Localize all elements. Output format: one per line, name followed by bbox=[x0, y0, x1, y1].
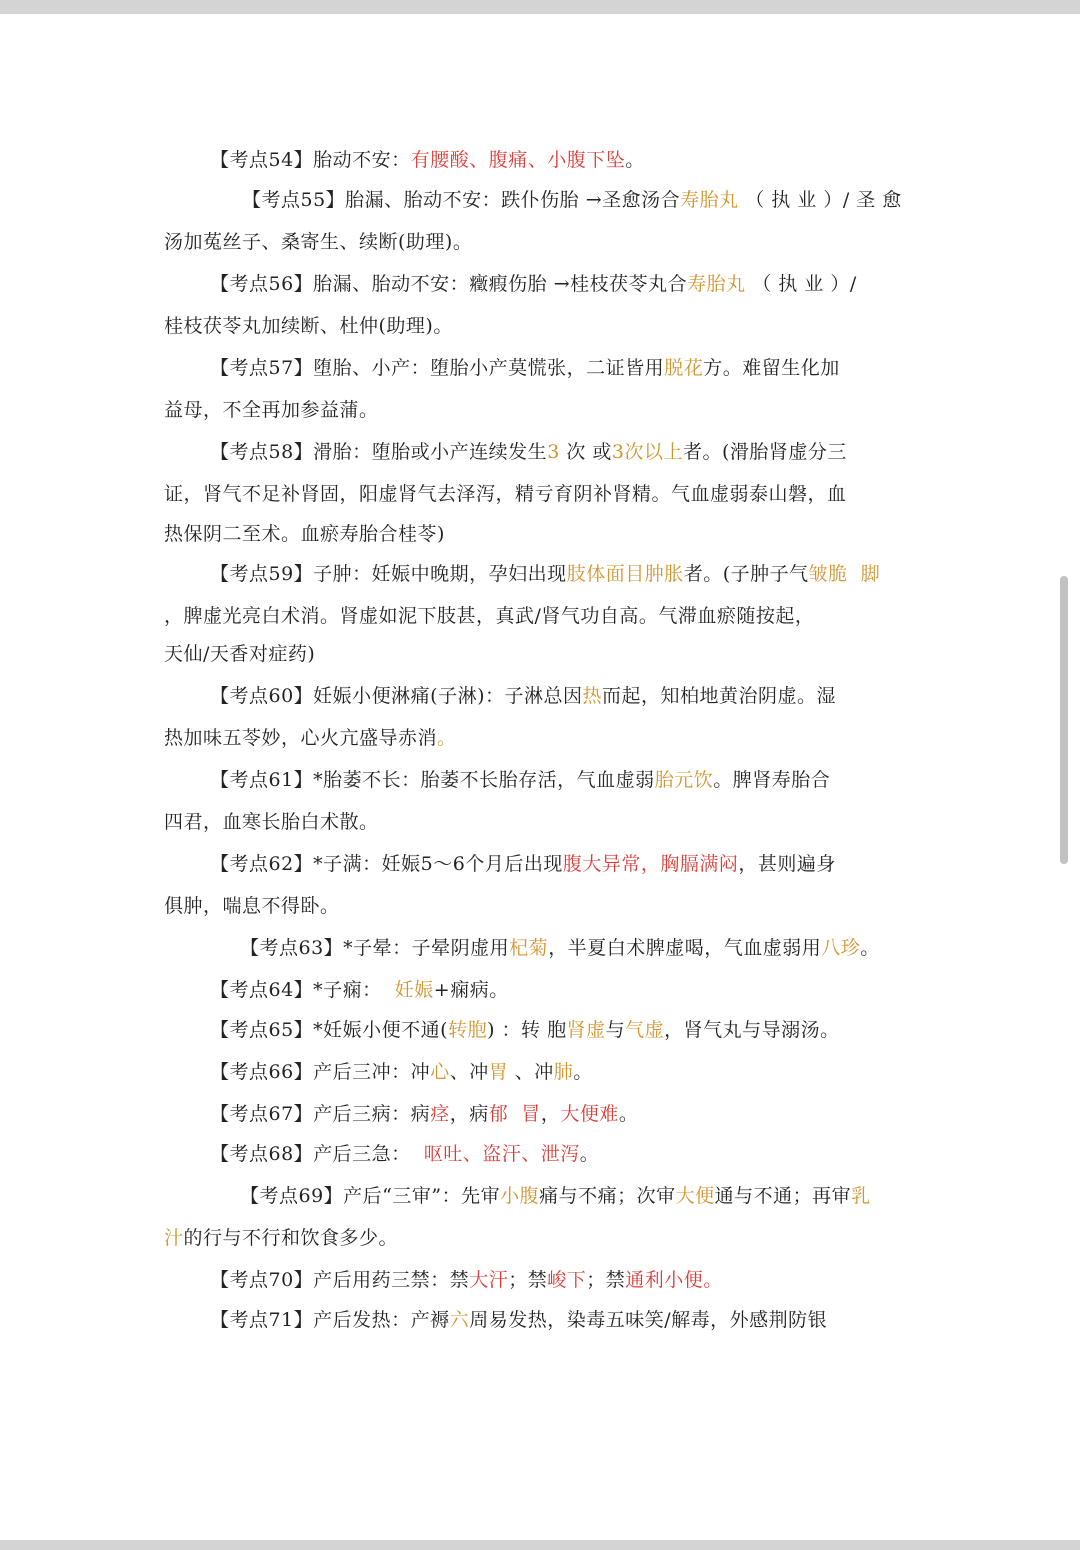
vertical-scrollbar[interactable] bbox=[1058, 576, 1070, 864]
text-line bbox=[210, 768, 830, 792]
text-segment: 。 bbox=[579, 1143, 600, 1165]
text-segment: 。 bbox=[625, 149, 645, 171]
text-segment: 【考点60】妊娠小便淋痛(子淋)：子淋总因 bbox=[210, 685, 583, 707]
text-segment: 痛与不痛；次审 bbox=[539, 1185, 676, 1207]
text-segment: ；禁 bbox=[586, 1269, 626, 1291]
text-line bbox=[210, 148, 645, 172]
text-line bbox=[210, 1308, 827, 1332]
text-line bbox=[164, 726, 457, 750]
text-segment: 【考点71】产后发热：产褥 bbox=[210, 1309, 450, 1331]
highlighted-text-segment: 呕吐、盗汗、泄泻 bbox=[423, 1143, 580, 1165]
text-line bbox=[164, 230, 472, 254]
highlighted-text-segment: 乳 bbox=[851, 1185, 871, 1207]
text-segment: 次 或 bbox=[559, 441, 612, 463]
highlighted-text-segment: 大便 bbox=[675, 1185, 715, 1207]
text-line bbox=[164, 398, 379, 422]
highlighted-text-segment: 大汗 bbox=[469, 1269, 509, 1291]
text-line bbox=[164, 1226, 398, 1250]
text-segment: ，甚则遍身 bbox=[738, 853, 836, 875]
text-line bbox=[210, 852, 836, 876]
text-segment: 【考点58】滑胎：堕胎或小产连续发生 bbox=[210, 441, 548, 463]
highlighted-text-segment: 痉 bbox=[430, 1103, 450, 1125]
text-segment: ，半夏白术脾虚喝，气血虚弱用 bbox=[548, 937, 822, 959]
highlighted-text-segment: 转胞 bbox=[448, 1019, 488, 1041]
text-segment: 【考点70】产后用药三禁：禁 bbox=[210, 1269, 470, 1291]
text-line bbox=[164, 604, 814, 628]
text-segment: ) ：转 胞 bbox=[487, 1019, 567, 1041]
text-segment: ；禁 bbox=[508, 1269, 548, 1291]
text-line bbox=[210, 272, 857, 296]
highlighted-text-segment: 大便难 bbox=[560, 1103, 619, 1125]
text-segment: 、冲 bbox=[449, 1061, 489, 1083]
text-segment: 而起，知柏地黄治阴虚。湿 bbox=[602, 685, 837, 707]
text-segment: 天仙/天香对症药) bbox=[164, 643, 316, 665]
text-segment: 、冲 bbox=[508, 1061, 554, 1083]
text-segment: 热加味五苓妙，心火亢盛导赤消 bbox=[164, 727, 438, 749]
highlighted-text-segment: 3 bbox=[547, 441, 560, 463]
highlighted-text-segment: 八珍 bbox=[821, 937, 861, 959]
text-line bbox=[210, 1102, 638, 1126]
text-segment: 四君，血寒长胎白术散。 bbox=[164, 811, 379, 833]
text-segment: ，病 bbox=[449, 1103, 489, 1125]
text-segment: 证，肾气不足补肾固，阳虚肾气去泽泻，精亏育阴补肾精。气血虚弱泰山磐，血 bbox=[164, 483, 847, 505]
highlighted-text-segment: 脱花 bbox=[664, 357, 704, 379]
text-segment: 。脾肾寿胎合 bbox=[713, 769, 831, 791]
highlighted-text-segment: 心 bbox=[430, 1061, 450, 1083]
highlighted-text-segment: 峻下 bbox=[547, 1269, 587, 1291]
text-line bbox=[210, 440, 847, 464]
text-segment: 的行与不行和饮食多少。 bbox=[183, 1227, 399, 1249]
text-segment: 【考点64】*子痫： bbox=[210, 979, 395, 1001]
highlighted-text-segment: 通利小便 bbox=[625, 1269, 704, 1291]
text-line bbox=[210, 1142, 599, 1166]
text-segment: 【考点66】产后三冲：冲 bbox=[210, 1061, 431, 1083]
text-segment: 【考点54】胎动不安： bbox=[210, 149, 411, 171]
text-line bbox=[240, 1184, 871, 1208]
text-segment: 【考点55】胎漏、胎动不安：跌仆伤胎 →圣愈汤合 bbox=[242, 189, 681, 211]
highlighted-text-segment: 肺 bbox=[553, 1061, 574, 1083]
highlighted-text-segment: 胎元饮 bbox=[654, 769, 714, 791]
text-segment: 【考点59】子肿：妊娠中晚期，孕妇出现 bbox=[210, 563, 567, 585]
text-line bbox=[210, 562, 880, 586]
text-line bbox=[210, 356, 840, 380]
text-segment: 者。(滑胎肾虚分三 bbox=[682, 441, 847, 463]
highlighted-text-segment: 肢体面目肿胀 bbox=[566, 563, 684, 585]
text-segment: 。 bbox=[573, 1061, 593, 1083]
text-segment: 与 bbox=[605, 1019, 626, 1041]
text-segment: 周易发热，染毒五味笑/解毒，外感荆防银 bbox=[469, 1309, 828, 1331]
highlighted-text-segment: 汁 bbox=[164, 1227, 184, 1249]
highlighted-text-segment: 杞菊 bbox=[509, 937, 549, 959]
text-line bbox=[240, 936, 880, 960]
text-segment: 【考点63】*子晕：子晕阴虚用 bbox=[240, 937, 510, 959]
highlighted-text-segment: 有腰酸、腹痛、小腹下坠 bbox=[410, 149, 626, 171]
text-segment: 方。难留生化加 bbox=[703, 357, 840, 379]
highlighted-text-segment: 寿胎丸 bbox=[687, 273, 746, 295]
text-line bbox=[210, 978, 509, 1002]
text-segment: +痫病。 bbox=[433, 979, 509, 1001]
text-segment: 【考点57】堕胎、小产：堕胎小产莫慌张，二证皆用 bbox=[210, 357, 665, 379]
text-line bbox=[164, 522, 445, 546]
text-segment: 【考点61】*胎萎不长：胎萎不长胎存活，气血虚弱 bbox=[210, 769, 655, 791]
text-segment: 热保阴二至术。血瘀寿胎合桂苓) bbox=[164, 523, 445, 545]
highlighted-text-segment: 腹大异常，胸膈满闷 bbox=[562, 853, 739, 875]
text-segment: ， bbox=[540, 1103, 561, 1125]
text-segment: 【考点67】产后三病：病 bbox=[210, 1103, 431, 1125]
text-line bbox=[164, 314, 453, 338]
text-segment: 益母，不全再加参益蒲。 bbox=[164, 399, 379, 421]
text-line bbox=[164, 482, 847, 506]
text-line bbox=[210, 1060, 593, 1084]
text-segment: 桂枝茯苓丸加续断、杜仲(助理)。 bbox=[164, 315, 453, 337]
text-line bbox=[210, 1018, 840, 1042]
text-segment: 者。(子肿子气 bbox=[683, 563, 809, 585]
text-segment: 通与不通；再审 bbox=[714, 1185, 852, 1207]
highlighted-text-segment: 郁 冒 bbox=[488, 1103, 541, 1125]
text-segment: 【考点65】*妊娠小便不通( bbox=[210, 1019, 449, 1041]
text-segment: 汤加菟丝子、桑寄生、续断(助理)。 bbox=[164, 231, 473, 253]
text-segment: 。 bbox=[618, 1103, 639, 1125]
text-line bbox=[164, 642, 315, 666]
highlighted-text-segment: 肾虚 bbox=[566, 1019, 606, 1041]
text-line bbox=[164, 810, 379, 834]
text-segment: 。 bbox=[860, 937, 880, 959]
top-edge-bar bbox=[0, 0, 1080, 14]
bottom-edge-bar bbox=[0, 1540, 1080, 1550]
highlighted-text-segment: 。 bbox=[437, 727, 457, 749]
highlighted-text-segment: 气虚 bbox=[625, 1019, 665, 1041]
highlighted-text-segment: 3次以上 bbox=[611, 441, 683, 463]
text-segment: （ 执 业 ）/ 圣 愈 bbox=[738, 189, 902, 211]
text-line bbox=[210, 1268, 723, 1292]
text-line bbox=[242, 188, 902, 212]
text-segment: 俱肿，喘息不得卧。 bbox=[164, 895, 340, 917]
text-line bbox=[164, 894, 340, 918]
text-segment: 【考点62】*子满：妊娠5～6个月后出现 bbox=[210, 853, 563, 875]
highlighted-text-segment: 胃 bbox=[488, 1061, 509, 1083]
text-segment: （ 执 业 ）/ bbox=[745, 273, 857, 295]
highlighted-text-segment: 皱脆 脚 bbox=[808, 563, 881, 585]
scrollbar-thumb[interactable] bbox=[1060, 576, 1068, 864]
highlighted-text-segment: 热 bbox=[582, 685, 603, 707]
highlighted-text-segment: 。 bbox=[703, 1269, 723, 1291]
text-segment: ，脾虚光亮白术消。肾虚如泥下肢甚，真武/肾气功自高。气滞血瘀随按起， bbox=[164, 605, 815, 627]
highlighted-text-segment: 寿胎丸 bbox=[680, 189, 739, 211]
text-line bbox=[210, 684, 836, 708]
text-segment: 【考点69】产后“三审”：先审 bbox=[240, 1185, 501, 1207]
text-segment: 【考点68】产后三急： bbox=[210, 1143, 424, 1165]
highlighted-text-segment: 六 bbox=[449, 1309, 470, 1331]
highlighted-text-segment: 小腹 bbox=[500, 1185, 540, 1207]
text-segment: ，肾气丸与导溺汤。 bbox=[664, 1019, 840, 1041]
highlighted-text-segment: 妊娠 bbox=[394, 979, 434, 1001]
text-segment: 【考点56】胎漏、胎动不安：癥瘕伤胎 →桂枝茯苓丸合 bbox=[210, 273, 688, 295]
